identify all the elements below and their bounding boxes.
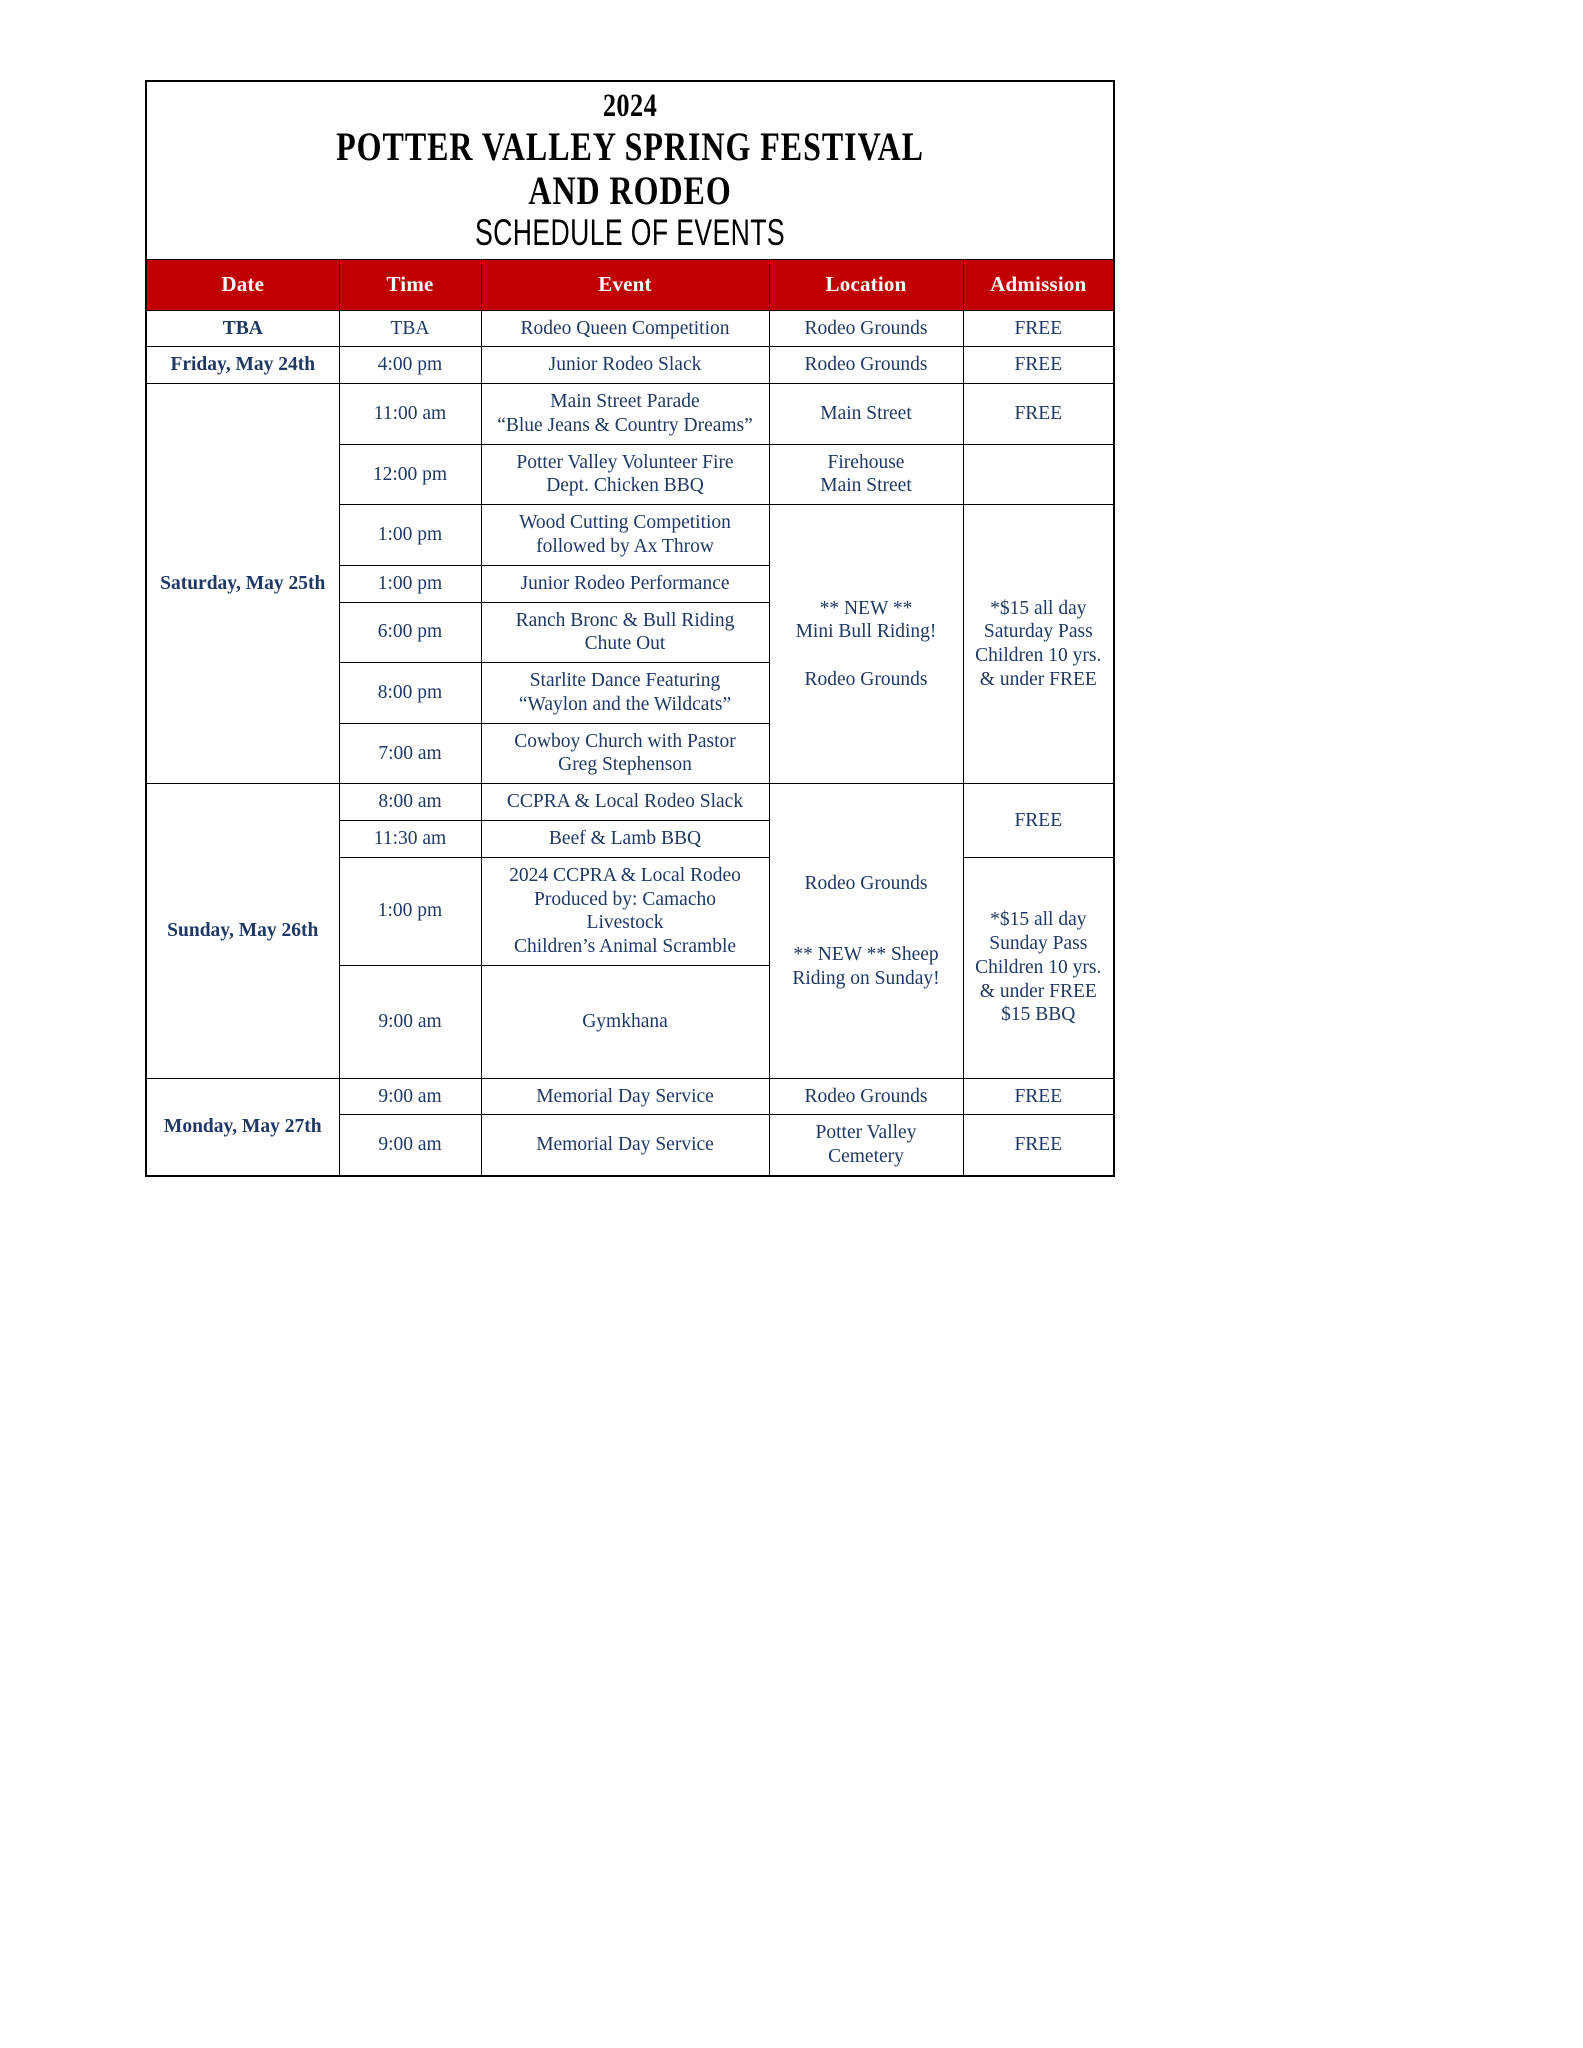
cell-admission (963, 444, 1114, 505)
cell-time: 1:00 pm (339, 565, 481, 602)
title-row (146, 81, 1114, 259)
cell-event: Ranch Bronc & Bull Riding Chute Out (481, 602, 769, 663)
cell-time: 4:00 pm (339, 347, 481, 384)
column-header-date: Date (146, 259, 339, 310)
title-block (146, 81, 1114, 259)
cell-event: Junior Rodeo Performance (481, 565, 769, 602)
cell-time: TBA (339, 310, 481, 347)
cell-event: Beef & Lamb BBQ (481, 821, 769, 858)
cell-date: Sunday, May 26th (146, 784, 339, 1078)
cell-time: 9:00 am (339, 1115, 481, 1176)
cell-time: 8:00 pm (339, 663, 481, 724)
table-row (146, 347, 1114, 384)
cell-event: 2024 CCPRA & Local Rodeo Produced by: Camacho Livestock Children’s Animal Scramble (481, 857, 769, 965)
cell-time: 11:00 am (339, 384, 481, 445)
cell-location: Potter Valley Cemetery (769, 1115, 963, 1176)
cell-time: 9:00 am (339, 965, 481, 1078)
schedule-table (145, 80, 1115, 1177)
table-row (146, 384, 1114, 445)
cell-location: Main Street (769, 384, 963, 445)
cell-date: TBA (146, 310, 339, 347)
column-header-event: Event (481, 259, 769, 310)
cell-time: 12:00 pm (339, 444, 481, 505)
column-header-location: Location (769, 259, 963, 310)
table-header-row (146, 259, 1114, 310)
cell-time: 11:30 am (339, 821, 481, 858)
cell-event: Cowboy Church with Pastor Greg Stephenson (481, 723, 769, 784)
cell-event: Starlite Dance Featuring “Waylon and the Wildcats” (481, 663, 769, 724)
table-row (146, 1078, 1114, 1115)
cell-location: Rodeo Grounds ** NEW ** Sheep Riding on Sunday! (769, 784, 963, 1078)
cell-date: Friday, May 24th (146, 347, 339, 384)
cell-admission: FREE (963, 1115, 1114, 1176)
cell-event: Memorial Day Service (481, 1078, 769, 1115)
cell-time: 8:00 am (339, 784, 481, 821)
cell-event: CCPRA & Local Rodeo Slack (481, 784, 769, 821)
table-row (146, 310, 1114, 347)
cell-admission: *$15 all day Sunday Pass Children 10 yrs. & under FREE $15 BBQ (963, 857, 1114, 1078)
column-header-time: Time (339, 259, 481, 310)
cell-location: Rodeo Grounds (769, 1078, 963, 1115)
title-line-2: AND RODEO (528, 167, 732, 213)
cell-time: 6:00 pm (339, 602, 481, 663)
cell-admission: FREE (963, 310, 1114, 347)
cell-admission: FREE (963, 1078, 1114, 1115)
cell-location: Firehouse Main Street (769, 444, 963, 505)
cell-event: Junior Rodeo Slack (481, 347, 769, 384)
cell-time: 9:00 am (339, 1078, 481, 1115)
cell-admission: *$15 all day Saturday Pass Children 10 yrs. & under FREE (963, 505, 1114, 784)
cell-date: Saturday, May 25th (146, 384, 339, 784)
cell-admission: FREE (963, 347, 1114, 384)
cell-location: Rodeo Grounds (769, 347, 963, 384)
cell-date: Monday, May 27th (146, 1078, 339, 1176)
cell-location: Rodeo Grounds (769, 310, 963, 347)
cell-time: 1:00 pm (339, 857, 481, 965)
cell-event: Memorial Day Service (481, 1115, 769, 1176)
title-year: 2024 (602, 88, 658, 124)
cell-admission: FREE (963, 784, 1114, 858)
cell-time: 1:00 pm (339, 505, 481, 566)
table-row (146, 784, 1114, 821)
cell-event: Potter Valley Volunteer Fire Dept. Chicken BBQ (481, 444, 769, 505)
cell-event: Gymkhana (481, 965, 769, 1078)
column-header-admission: Admission (963, 259, 1114, 310)
cell-admission: FREE (963, 384, 1114, 445)
cell-location: ** NEW ** Mini Bull Riding! Rodeo Grounds (769, 505, 963, 784)
cell-time: 7:00 am (339, 723, 481, 784)
title-line-1: POTTER VALLEY SPRING FESTIVAL (336, 123, 924, 169)
cell-event: Rodeo Queen Competition (481, 310, 769, 347)
title-line-3: SCHEDULE OF EVENTS (475, 211, 785, 253)
cell-event: Main Street Parade “Blue Jeans & Country Dreams” (481, 384, 769, 445)
cell-event: Wood Cutting Competition followed by Ax Throw (481, 505, 769, 566)
